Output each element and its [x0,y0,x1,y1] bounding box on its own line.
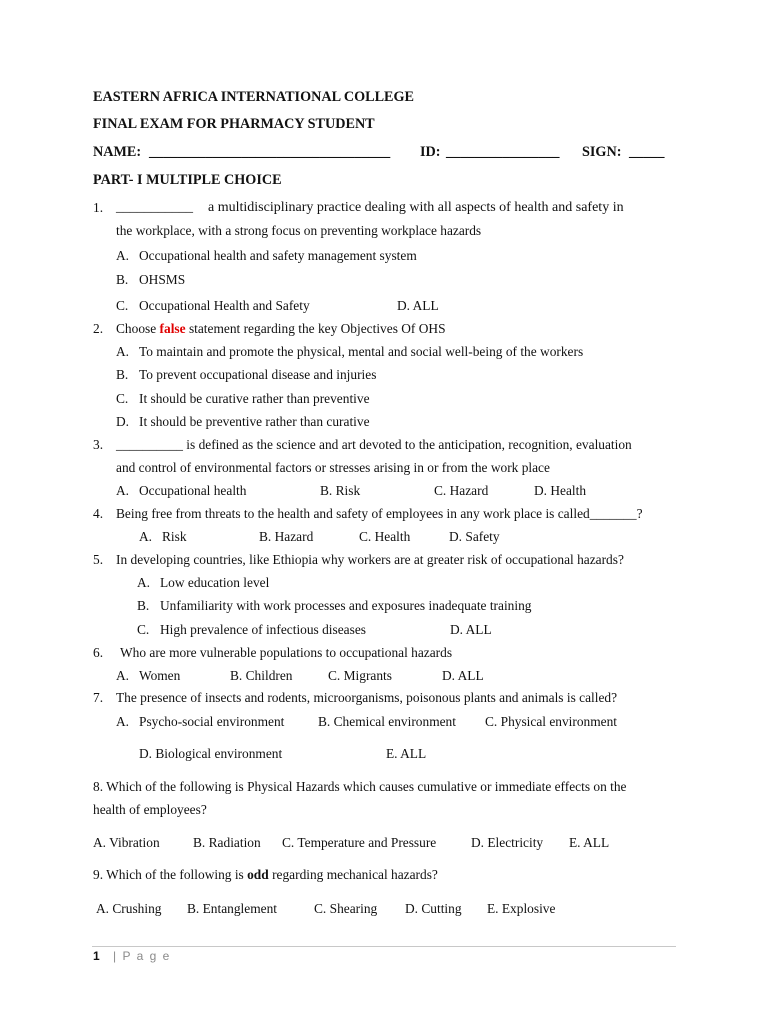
q1-option-c: Occupational Health and Safety [139,298,310,313]
q3-number: 3. [93,437,104,452]
q1-blank: ___________ [116,200,193,215]
q5-option-a-letter: A. [137,575,151,590]
q1-option-c-letter: C. [116,298,129,313]
q1-option-d: D. ALL [397,298,439,313]
id-blank: ________________ [446,144,560,160]
q3-option-a-letter: A. [116,483,130,498]
q2-text [116,321,446,337]
q6-option-a-letter: A. [116,668,130,683]
college-name: EASTERN AFRICA INTERNATIONAL COLLEGE [93,89,414,105]
q9-option-e: E. Explosive [487,901,556,916]
part-title: PART- I MULTIPLE CHOICE [93,172,282,188]
q1-text-line2: the workplace, with a strong focus on preventing workplace hazards [116,223,482,238]
q4-text: Being free from threats to the health and safety of employees in any work place is called_______? [116,506,643,521]
q9-text-pre: 9. Which of the following is [93,867,244,882]
q1-option-b-letter: B. [116,272,129,287]
q8-option-b: B. Radiation [193,835,261,850]
q3-text-line1: __________ is defined as the science and art devoted to the anticipation, recognition, evaluation [116,437,632,452]
q9-option-c: C. Shearing [314,901,378,916]
q9-option-d: D. Cutting [405,901,462,916]
name-blank: __________________________________ [149,144,391,160]
q6-option-c: C. Migrants [328,668,392,683]
q4-option-d: D. Safety [449,529,500,544]
q7-option-b: B. Chemical environment [318,714,456,729]
exam-title: FINAL EXAM FOR PHARMACY STUDENT [93,116,375,132]
q5-option-c: High prevalence of infectious diseases [160,622,366,637]
name-label: NAME: [93,144,142,160]
q7-option-d: D. Biological environment [139,746,283,761]
q5-option-c-letter: C. [137,622,150,637]
sign-blank: _____ [629,144,665,160]
q2-text-post: statement regarding the key Objectives Of OHS [188,321,446,336]
q1-text-line1: a multidisciplinary practice dealing with all aspects of health and safety in [208,200,624,215]
q4-option-a: Risk [162,529,187,544]
q1-option-a-letter: A. [116,248,130,263]
q8-option-a: A. Vibration [93,835,160,850]
q7-option-a: Psycho-social environment [139,714,285,729]
q2-text-emph: false [159,321,186,336]
q7-option-a-letter: A. [116,714,130,729]
q4-option-a-letter: A. [139,529,153,544]
q6-number: 6. [93,645,104,660]
q8-option-d: D. Electricity [471,835,544,850]
q1-option-b: OHSMS [139,272,186,287]
q2-option-c-letter: C. [116,391,129,406]
q5-text: In developing countries, like Ethiopia why workers are at greater risk of occupational hazards? [116,552,624,567]
q2-option-c: It should be curative rather than preventive [139,391,370,406]
q3-text-line2: and control of environmental factors or stresses arising in or from the work place [116,460,550,475]
q4-number: 4. [93,506,104,521]
q9-text-emph: odd [247,867,269,882]
q9-option-b: B. Entanglement [187,901,277,916]
q8-option-e: E. ALL [569,835,610,850]
q2-text-pre: Choose [116,321,157,336]
sign-label: SIGN: [582,144,622,160]
q6-option-d: D. ALL [442,668,484,683]
q2-option-b: To prevent occupational disease and injuries [139,367,377,382]
q8-option-c: C. Temperature and Pressure [282,835,437,850]
q3-option-c: C. Hazard [434,483,489,498]
q2-option-a-letter: A. [116,344,130,359]
q9-text-post: regarding mechanical hazards? [272,867,438,882]
q3-option-d: D. Health [534,483,587,498]
q5-number: 5. [93,552,104,567]
q3-option-b: B. Risk [320,483,361,498]
q4-option-c: C. Health [359,529,411,544]
q9-option-a: A. Crushing [96,901,162,916]
q2-option-d-letter: D. [116,414,130,429]
q7-option-e: E. ALL [386,746,427,761]
q2-option-b-letter: B. [116,367,129,382]
q2-number: 2. [93,321,104,336]
page-number: 1 [93,949,100,963]
q8-text-line2: health of employees? [93,802,207,817]
id-label: ID: [420,144,441,160]
q2-option-a: To maintain and promote the physical, mental and social well-being of the workers [139,344,584,359]
q3-option-a: Occupational health [139,483,247,498]
page-label: | P a g e [113,949,171,963]
q8-text-line1: 8. Which of the following is Physical Hazards which causes cumulative or immediate effects on the [93,779,627,794]
q6-option-a: Women [139,668,181,683]
q7-text: The presence of insects and rodents, microorganisms, poisonous plants and animals is called? [116,690,618,705]
q7-option-c: C. Physical environment [485,714,618,729]
q1-number: 1. [93,200,104,215]
q6-option-b: B. Children [230,668,293,683]
q7-number: 7. [93,690,104,705]
q5-option-b: Unfamiliarity with work processes and exposures inadequate training [160,598,532,613]
q2-option-d: It should be preventive rather than curative [139,414,370,429]
q1-option-a: Occupational health and safety management system [139,248,417,263]
q5-option-b-letter: B. [137,598,150,613]
q4-option-b: B. Hazard [259,529,314,544]
q5-option-d: D. ALL [450,622,492,637]
q9-text [93,867,438,883]
q5-option-a: Low education level [160,575,270,590]
footer-divider [92,946,676,947]
q6-text: Who are more vulnerable populations to occupational hazards [120,645,453,660]
